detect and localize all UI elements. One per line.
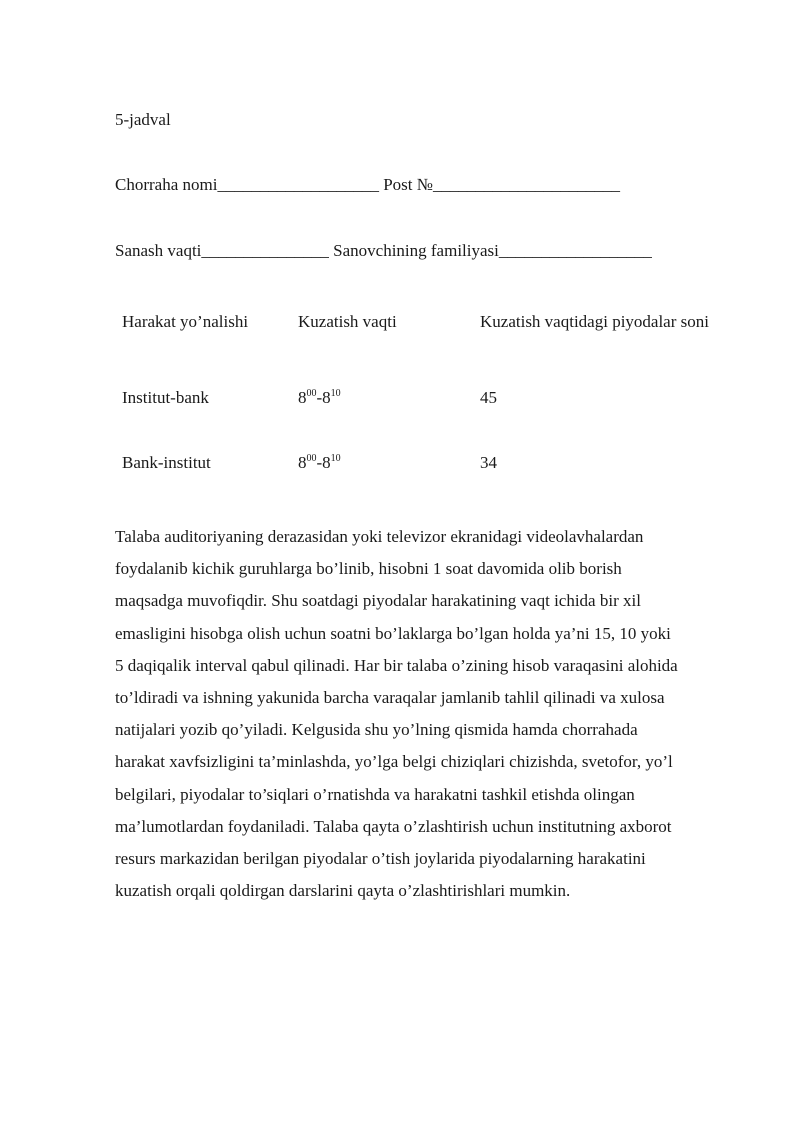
time-start-hour: 8	[298, 388, 307, 407]
paragraph-line: emasligini hisobga olish uchun soatni bo’laklarga bo’lgan holda ya’ni 15, 10 yoki	[115, 623, 671, 643]
time-separator: -	[316, 388, 323, 407]
form-line-intersection-post: Chorraha nomi___________________ Post №______________________	[115, 175, 620, 194]
paragraph-line: Talaba auditoriyaning derazasidan yoki televizor ekranidagi videolavhalardan	[115, 527, 644, 546]
body-paragraph	[115, 521, 755, 907]
table-caption: 5-jadval	[115, 110, 171, 129]
table-header-count: Kuzatish vaqtidagi piyodalar soni	[480, 312, 709, 331]
paragraph-line: kuzatish orqali qoldirgan darslarini qayta o’zlashtirishlari mumkin.	[115, 881, 571, 901]
paragraph-line: belgilari, piyodalar to’siqlari o’rnatishda va harakatni tashkil etishda olingan	[115, 784, 635, 804]
table-cell-count: 45	[480, 388, 497, 407]
table-cell-direction: Institut-bank	[122, 388, 209, 407]
table-cell-time	[298, 453, 341, 473]
table-cell-time	[298, 388, 341, 408]
time-end-minutes: 10	[330, 388, 341, 399]
time-separator: -	[316, 453, 323, 472]
form-line-date-counter: Sanash vaqti_______________ Sanovchining familiyasi__________________	[115, 241, 652, 260]
time-start-minutes: 00	[306, 453, 317, 464]
time-end-hour: 8	[322, 453, 331, 472]
table-cell-count: 34	[480, 453, 497, 472]
paragraph-line: foydalanib kichik guruhlarga bo’linib, hisobni 1 soat davomida olib borish	[115, 559, 622, 579]
paragraph-line: resurs markazidan berilgan piyodalar o’tish joylarida piyodalarning harakatini	[115, 848, 646, 868]
paragraph-line: harakat xavfsizligini ta’minlashda, yo’lga belgi chiziqlari chizishda, svetofor, yo’l	[115, 752, 673, 772]
paragraph-line: natijalari yozib qo’yiladi. Kelgusida shu yo’lning qismida hamda chorrahada	[115, 720, 638, 740]
time-end-minutes: 10	[330, 453, 341, 464]
time-end-hour: 8	[322, 388, 331, 407]
paragraph-line: maqsadga muvofiqdir. Shu soatdagi piyodalar harakatining vaqt ichida bir xil	[115, 591, 641, 611]
table-header-direction: Harakat yo’nalishi	[122, 312, 249, 331]
paragraph-line: ma’lumotlardan foydaniladi. Talaba qayta o’zlashtirish uchun institutning axborot	[115, 816, 672, 836]
paragraph-line: 5 daqiqalik interval qabul qilinadi. Har bir talaba o’zining hisob varaqasini alohida	[115, 655, 678, 675]
paragraph-line: to’ldiradi va ishning yakunida barcha varaqalar jamlanib tahlil qilinadi va xulosa	[115, 687, 665, 707]
table-cell-direction: Bank-institut	[122, 453, 211, 472]
time-start-minutes: 00	[306, 388, 317, 399]
time-start-hour: 8	[298, 453, 307, 472]
table-header-time: Kuzatish vaqti	[298, 312, 397, 331]
